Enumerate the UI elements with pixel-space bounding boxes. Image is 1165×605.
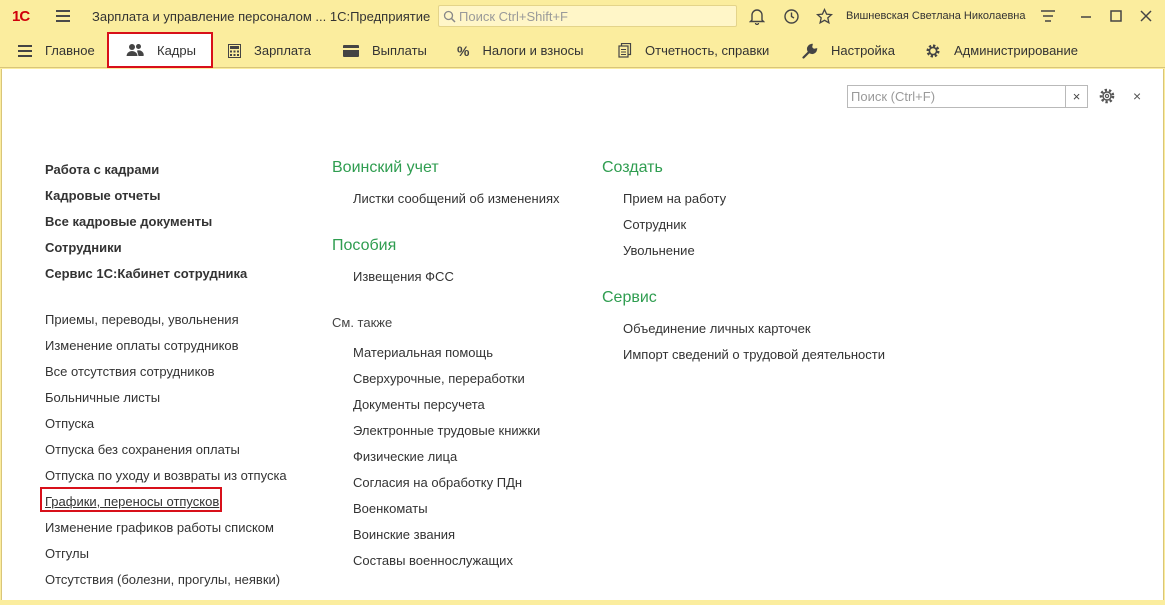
settings-menu-icon[interactable]: [1039, 7, 1057, 25]
card-icon: [343, 45, 359, 57]
form-search[interactable]: [847, 85, 1066, 108]
minimize-icon[interactable]: [1077, 7, 1095, 25]
section-label: Кадры: [157, 42, 196, 58]
link-overtime[interactable]: Сверхурочные, переработки: [353, 371, 525, 386]
bell-icon[interactable]: [749, 8, 765, 25]
section-label: Зарплата: [254, 43, 311, 58]
link-military-offices[interactable]: Военкоматы: [353, 501, 428, 516]
section-payments[interactable]: [343, 33, 427, 68]
people-icon: [126, 43, 144, 57]
gear-icon[interactable]: [1098, 87, 1116, 105]
section-admin[interactable]: [925, 33, 1078, 68]
group-title-benefits: Пособия: [332, 237, 397, 254]
section-label: Налоги и взносы: [482, 43, 584, 58]
link-merge-personal-cards[interactable]: Объединение личных карточек: [623, 321, 811, 336]
section-main[interactable]: [18, 33, 95, 68]
link-work-schedule-changes[interactable]: Изменение графиков работы списком: [45, 520, 274, 535]
link-vacation-schedules[interactable]: Графики, переносы отпусков: [45, 494, 220, 509]
section-settings[interactable]: [802, 33, 895, 68]
link-personal-records-docs[interactable]: Документы персучета: [353, 397, 485, 412]
search-icon: [443, 10, 456, 23]
app-title: Зарплата и управление персоналом ... 1С:Предприятие: [92, 9, 431, 24]
link-electronic-workbooks[interactable]: Электронные трудовые книжки: [353, 423, 541, 438]
link-all-absences[interactable]: Все отсутствия сотрудников: [45, 364, 215, 379]
link-sick-leaves[interactable]: Больничные листы: [45, 390, 161, 405]
percent-icon: %: [457, 42, 470, 59]
section-label: Отчетность, справки: [645, 43, 770, 58]
star-icon[interactable]: [816, 8, 833, 25]
link-hire[interactable]: Прием на работу: [623, 191, 727, 206]
link-military-ranks[interactable]: Воинские звания: [353, 527, 456, 542]
link-individuals[interactable]: Физические лица: [353, 449, 458, 464]
link-dismissal[interactable]: Увольнение: [623, 243, 695, 258]
group-title-military: Воинский учет: [332, 159, 439, 176]
clear-search-button[interactable]: ×: [1065, 85, 1088, 108]
link-absences[interactable]: Отсутствия (болезни, прогулы, неявки): [45, 572, 281, 587]
global-search[interactable]: [438, 5, 737, 27]
1c-logo: 1С: [12, 8, 30, 25]
close-form-icon[interactable]: ×: [1133, 88, 1142, 104]
link-unpaid-vacations[interactable]: Отпуска без сохранения оплаты: [45, 442, 240, 457]
documents-icon: [618, 43, 632, 58]
group-title-see-also: См. также: [332, 315, 393, 330]
hamburger-icon: [18, 45, 32, 57]
link-hr-reports[interactable]: Кадровые отчеты: [45, 188, 161, 203]
wrench-icon: [802, 43, 818, 59]
status-strip: [0, 600, 1165, 605]
group-title-service: Сервис: [602, 289, 657, 306]
section-hr[interactable]: [107, 32, 213, 68]
gear-icon: [925, 43, 941, 59]
link-vacations[interactable]: Отпуска: [45, 416, 95, 431]
group-title-create: Создать: [602, 159, 663, 176]
link-fss-notices[interactable]: Извещения ФСС: [353, 269, 454, 284]
link-employee-cabinet[interactable]: Сервис 1С:Кабинет сотрудника: [45, 266, 248, 281]
link-material-aid[interactable]: Материальная помощь: [353, 345, 494, 360]
link-parental-leaves[interactable]: Отпуска по уходу и возвраты из отпуска: [45, 468, 287, 483]
link-hr-work[interactable]: Работа с кадрами: [45, 162, 160, 177]
section-label: Главное: [45, 43, 95, 58]
section-salary[interactable]: [228, 33, 311, 68]
main-menu-icon[interactable]: [56, 10, 70, 22]
link-service-compositions[interactable]: Составы военнослужащих: [353, 553, 513, 568]
user-name[interactable]: Вишневская Светлана Николаевна: [846, 10, 1026, 22]
section-taxes[interactable]: [457, 33, 584, 68]
link-change-reports[interactable]: Листки сообщений об изменениях: [353, 191, 560, 206]
calculator-icon: [228, 44, 241, 58]
section-label: Выплаты: [372, 43, 427, 58]
title-bar: [0, 0, 1165, 33]
section-label: Настройка: [831, 43, 895, 58]
history-icon[interactable]: [783, 8, 800, 25]
close-window-icon[interactable]: [1137, 7, 1155, 25]
link-all-hr-documents[interactable]: Все кадровые документы: [45, 214, 213, 229]
section-reports[interactable]: [618, 33, 769, 68]
maximize-icon[interactable]: [1107, 7, 1125, 25]
global-search-input[interactable]: [459, 8, 729, 24]
sections-panel: [0, 33, 1165, 68]
link-time-off[interactable]: Отгулы: [45, 546, 89, 561]
link-employee[interactable]: Сотрудник: [623, 217, 687, 232]
section-content: [1, 69, 1164, 600]
link-hirings-transfers[interactable]: Приемы, переводы, увольнения: [45, 312, 239, 327]
link-employees[interactable]: Сотрудники: [45, 240, 122, 255]
section-label: Администрирование: [954, 43, 1078, 58]
link-pd-consents[interactable]: Согласия на обработку ПДн: [353, 475, 523, 490]
form-search-input[interactable]: [851, 88, 1063, 105]
link-pay-changes[interactable]: Изменение оплаты сотрудников: [45, 338, 239, 353]
link-import-work-activity[interactable]: Импорт сведений о трудовой деятельности: [623, 347, 885, 362]
